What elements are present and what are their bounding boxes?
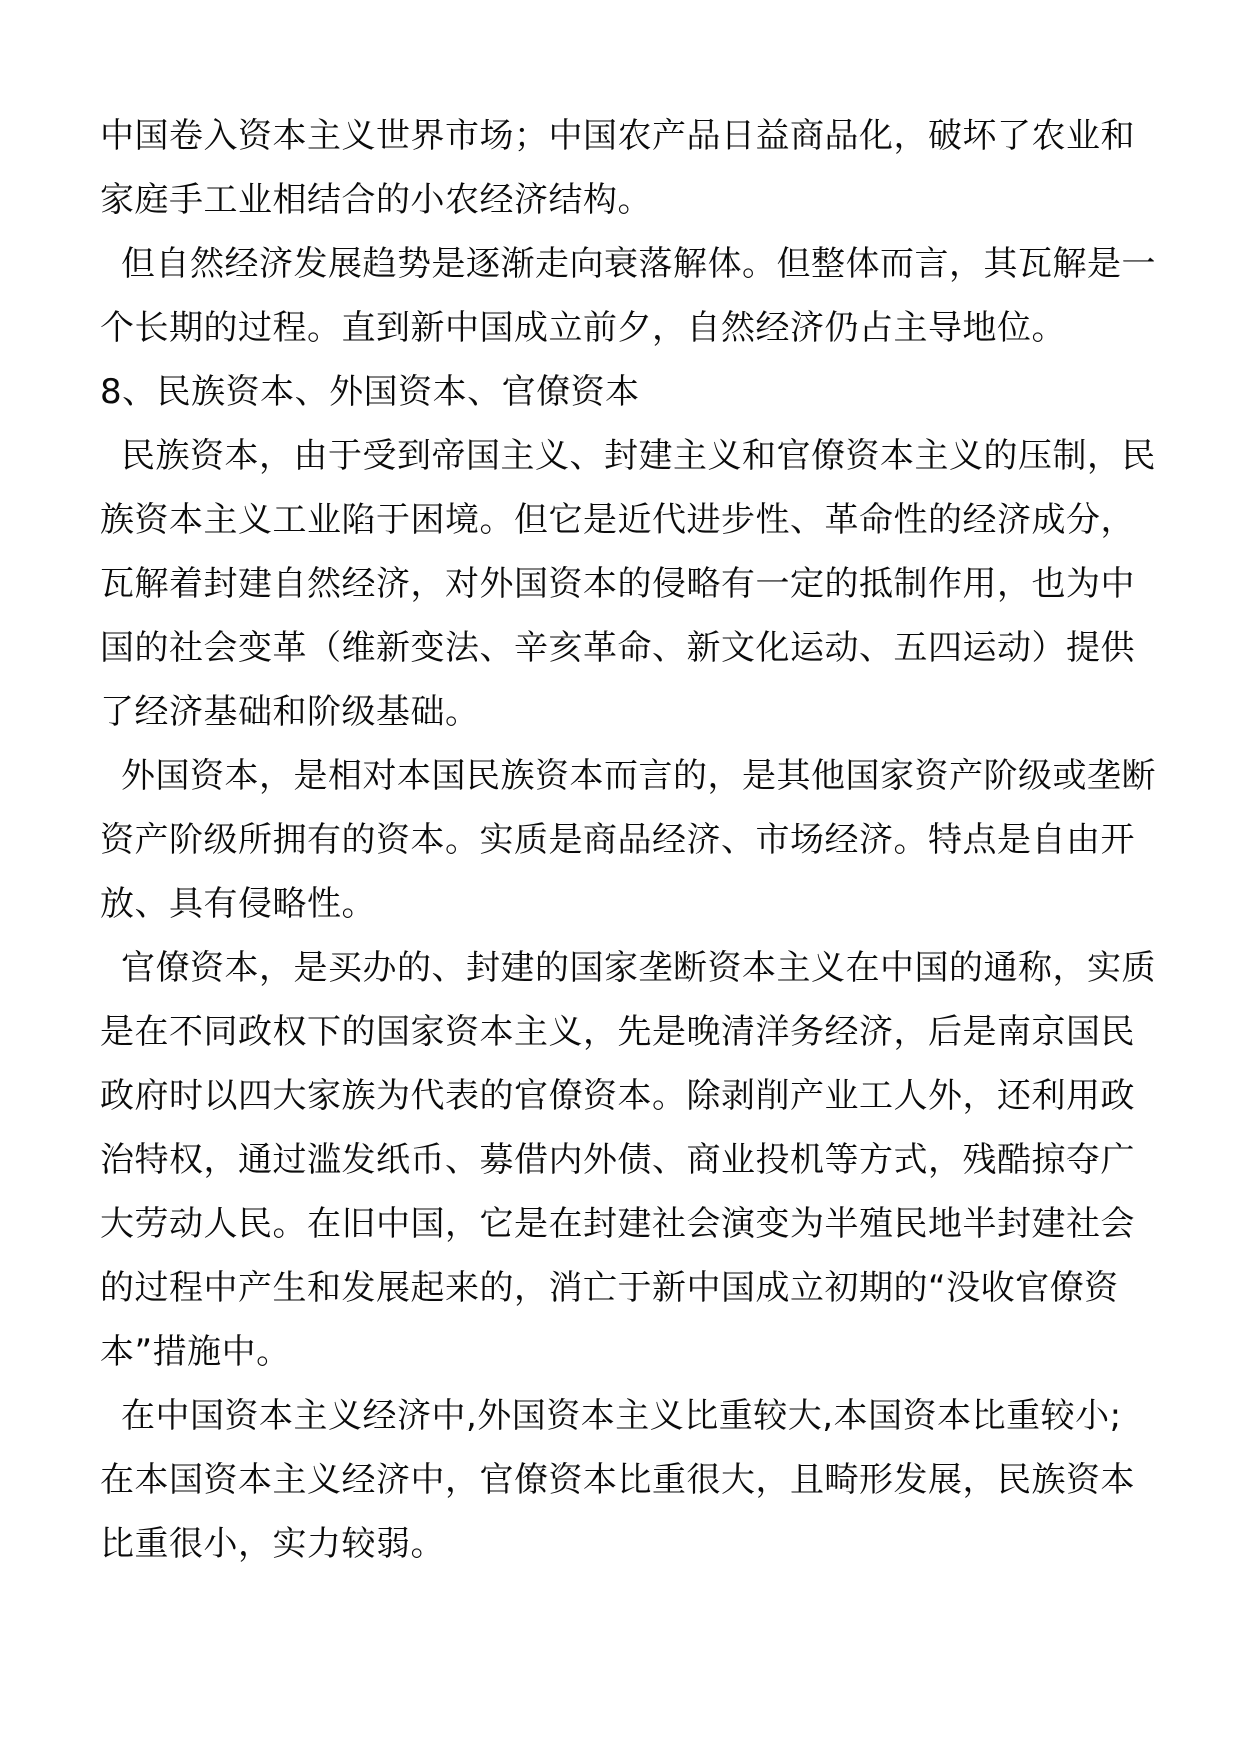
text-line: 大劳动人民。在旧中国，它是在封建社会演变为半殖民地半封建社会 [100, 1204, 1135, 1244]
text-line: 中国卷入资本主义世界市场；中国农产品日益商品化，破坏了农业和 [100, 116, 1135, 156]
text-line: 外国资本，是相对本国民族资本而言的，是其他国家资产阶级或垄断 [121, 756, 1156, 796]
text-line: 但自然经济发展趋势是逐渐走向衰落解体。但整体而言，其瓦解是一 [121, 244, 1156, 284]
text-line: 是在不同政权下的国家资本主义，先是晚清洋务经济，后是南京国民 [100, 1012, 1135, 1052]
text-line: 个长期的过程。直到新中国成立前夕，自然经济仍占主导地位。 [100, 308, 1066, 348]
text-line: 资产阶级所拥有的资本。实质是商品经济、市场经济。特点是自由开 [100, 820, 1135, 860]
text-line: 民族资本，由于受到帝国主义、封建主义和官僚资本主义的压制，民 [121, 436, 1156, 476]
text-line: 治特权，通过滥发纸币、募借内外债、商业投机等方式，残酷掠夺广 [100, 1140, 1135, 1180]
text-line: 的过程中产生和发展起来的，消亡于新中国成立初期的“没收官僚资 [100, 1268, 1119, 1308]
text-line: 瓦解着封建自然经济，对外国资本的侵略有一定的抵制作用，也为中 [100, 564, 1135, 604]
text-line: 国的社会变革（维新变法、辛亥革命、新文化运动、五四运动）提供 [100, 628, 1135, 668]
text-line: 政府时以四大家族为代表的官僚资本。除剥削产业工人外，还利用政 [100, 1076, 1135, 1116]
text-line: 了经济基础和阶级基础。 [100, 692, 480, 732]
text-line: 在中国资本主义经济中,外国资本主义比重较大,本国资本比重较小; [121, 1396, 1122, 1436]
document-text [100, 104, 1156, 1576]
text-line: 本”措施中。 [100, 1332, 291, 1372]
text-line: 家庭手工业相结合的小农经济结构。 [100, 180, 652, 220]
heading-line: 8、民族资本、外国资本、官僚资本 [100, 372, 640, 412]
text-line: 比重很小，实力较弱。 [100, 1524, 445, 1564]
text-line: 放、具有侵略性。 [100, 884, 376, 924]
text-line: 在本国资本主义经济中，官僚资本比重很大，且畸形发展，民族资本 [100, 1460, 1135, 1500]
text-line: 官僚资本，是买办的、封建的国家垄断资本主义在中国的通称，实质 [121, 948, 1156, 988]
text-line: 族资本主义工业陷于困境。但它是近代进步性、革命性的经济成分， [100, 500, 1135, 540]
